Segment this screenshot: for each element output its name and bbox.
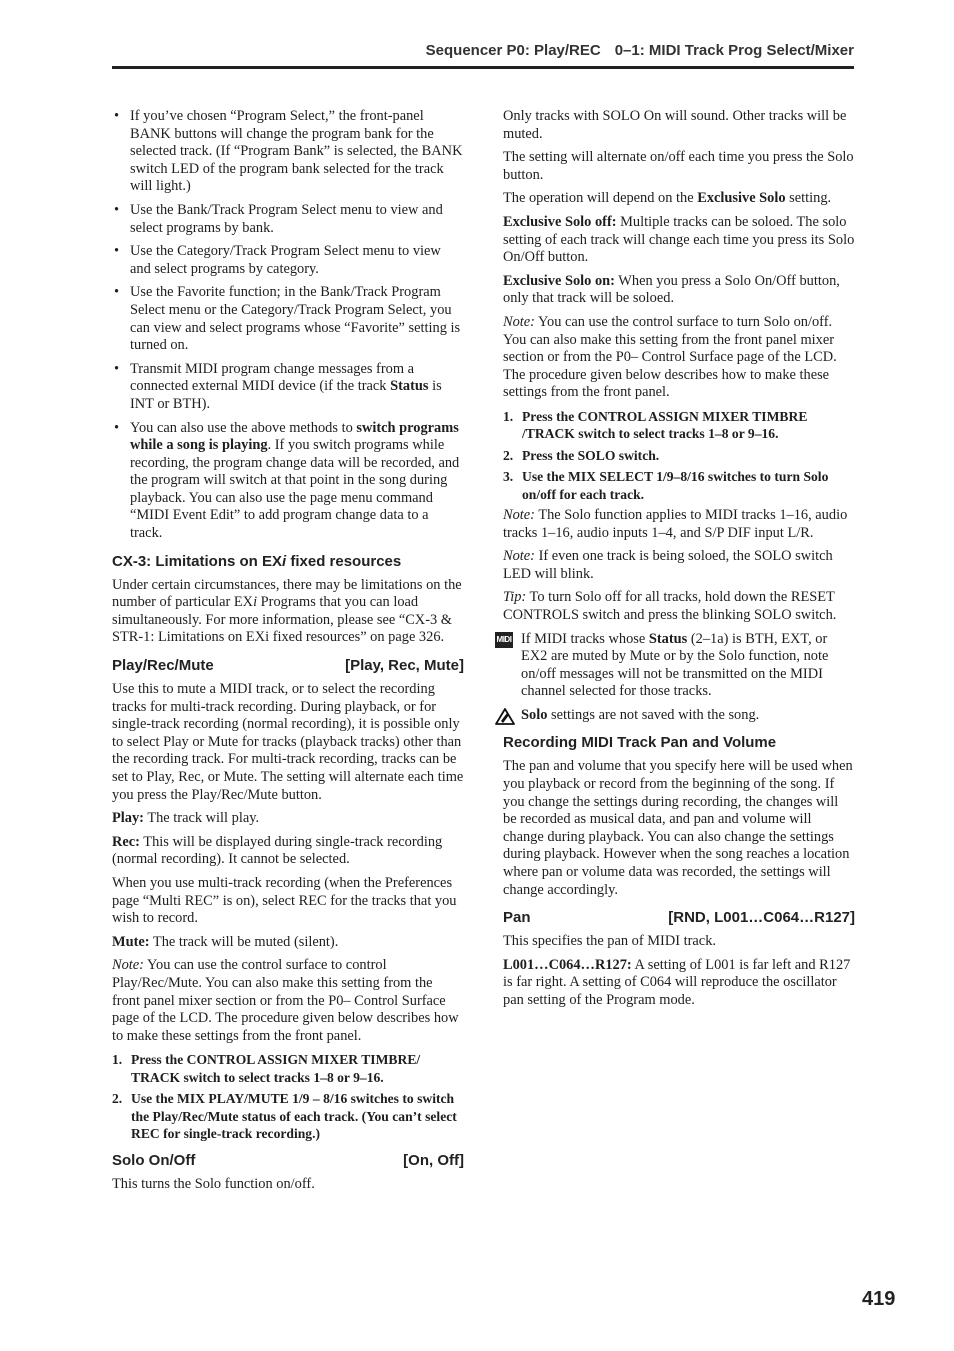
param-name: Solo On/Off: [112, 1152, 196, 1170]
text: Transmit MIDI program change messages from a connected external MIDI device (if the track: [130, 360, 415, 395]
exclusive-off-def: [503, 214, 855, 267]
step-number: 1.: [503, 408, 514, 424]
list-item: • Use the Favorite function; in the Bank/Track Program Select menu or the Category/Track Program Select, you can view and select programs whose “Favorite” setting is turned on.: [112, 284, 464, 354]
midi-notice: [496, 630, 855, 701]
text: To turn Solo off for all tracks, hold down the RESET CONTROLS switch and press the blinking SOLO switch.: [503, 589, 837, 623]
tip-label: Tip:: [503, 589, 527, 606]
text: Programs that you can load simultaneously. For more information, please see “CX-3 & STR-1: Limitations on EXi fixed resources” on page 326.: [112, 594, 452, 646]
list-item: • Use the Category/Track Program Select menu to view and select programs by category.: [112, 243, 464, 278]
param-range: [On, Off]: [403, 1152, 464, 1170]
bullet-list: [112, 108, 464, 543]
bold-text: Exclusive Solo: [697, 190, 786, 207]
warning-notice: [503, 707, 855, 725]
playrec-heading: [112, 657, 464, 675]
step-item: [112, 1090, 464, 1142]
play-def: [112, 810, 464, 828]
text: . If you switch programs while recording, the program change data will be recorded, and the program will switch at that point in the song during playback. You can also use the page menu command “MIDI Event Edit” to add program change data to a track.: [130, 437, 460, 542]
solo-p1: Only tracks with SOLO On will sound. Other tracks will be muted.: [503, 108, 847, 142]
param-name: Play/Rec/Mute: [112, 657, 214, 675]
step-item: [503, 447, 855, 464]
pan-desc: This specifies the pan of MIDI track.: [503, 933, 716, 950]
mute-def: [112, 934, 464, 952]
text: You can use the control surface to control Play/Rec/Mute. You can also make this setting from the front panel mixer section or from the P0– Control Surface page of the LCD. The procedure given below describes how to make these settings from the front panel.: [112, 957, 459, 1044]
bold-text: Solo: [521, 706, 548, 723]
right-column: [496, 108, 855, 1016]
pan-volume-heading: Recording MIDI Track Pan and Volume: [503, 734, 777, 752]
pan-heading: [503, 909, 855, 927]
note-label: Note:: [503, 548, 535, 565]
bold-text: Status: [648, 630, 688, 647]
text: Under certain circumstances, there may be limitations on the number of particular EX: [112, 576, 462, 611]
step-number: 1.: [112, 1052, 123, 1068]
step-text: Press the CONTROL ASSIGN MIXER TIMBRE /TRACK switch to select tracks 1–8 or 9–16.: [522, 408, 808, 442]
playrec-steps: [112, 1051, 464, 1142]
solo-note: [503, 314, 855, 402]
term-label: Rec:: [112, 833, 140, 850]
running-header: [112, 42, 854, 59]
step-text: Press the CONTROL ASSIGN MIXER TIMBRE/ TRACK switch to select tracks 1–8 or 9–16.: [131, 1052, 421, 1085]
bold-text: Status: [390, 378, 429, 395]
playrec-note: [112, 957, 464, 1045]
param-name: Pan: [503, 909, 531, 927]
solo-p3: [503, 190, 855, 208]
step-number: 2.: [503, 447, 514, 463]
solo-note-2: [503, 507, 855, 542]
midi-icon: MIDI: [495, 632, 513, 648]
italic-text: i: [282, 552, 287, 570]
solo-steps: [503, 408, 855, 503]
text: The operation will depend on the: [503, 190, 698, 207]
solo-heading: [112, 1152, 464, 1170]
text: The Solo function applies to MIDI tracks 1–16, audio tracks 1–16, audio inputs 1–4, and S/P DIF input L/R.: [503, 506, 848, 541]
term-label: Mute:: [112, 933, 150, 950]
text: When you press a Solo On/Off button, only that track will be soloed.: [503, 272, 840, 307]
text: The track will be muted (silent).: [149, 933, 339, 950]
step-text: Use the MIX SELECT 1/9–8/16 switches to turn Solo on/off for each track.: [522, 469, 829, 502]
term-label: L001…C064…R127:: [503, 956, 632, 973]
pan-values-def: [503, 957, 855, 1010]
list-item: [112, 361, 464, 414]
term-label: Exclusive Solo on:: [503, 272, 615, 289]
playrec-intro: Use this to mute a MIDI track, or to select the recording tracks for multi-track recording. During playback, or for single-track recording (normal recording), it is possible only to select Play or Mute for tracks (playback tracks) other than the recording track. For multi-track recording, tracks can be set to Play, Rec, or Mute. The setting will alternate each time you press the Play/Rec/Mute button.: [112, 681, 464, 803]
param-range: [RND, L001…C064…R127]: [668, 909, 855, 927]
step-item: [503, 468, 855, 503]
param-range: [Play, Rec, Mute]: [345, 657, 464, 675]
cx3-heading: [112, 553, 464, 571]
text: settings are not saved with the song.: [547, 706, 760, 723]
term-label: Play:: [112, 810, 144, 827]
cx3-body: [112, 577, 464, 647]
text: (2–1a) is BTH, EXT, or EX2 are muted by Mute or by the Solo function, note on/off messages will not be transmitted on the MIDI channel selected for those tracks.: [521, 630, 829, 700]
list-item: • If you’ve chosen “Program Select,” the front-panel BANK buttons will change the program bank for the selected track. (If “Program Bank” is selected, the BANK switch LED of the program bank selected for the track will light.): [112, 108, 464, 196]
text: The track will play.: [143, 810, 260, 827]
text: is INT or BTH).: [130, 378, 442, 412]
header-rule: [112, 66, 854, 69]
step-text: Use the MIX PLAY/MUTE 1/9 – 8/16 switches to switch the Play/Rec/Mute status of each track. (You can’t select REC for single-track recording.): [131, 1091, 457, 1141]
text: setting.: [785, 190, 832, 207]
pan-volume-body: The pan and volume that you specify here will be used when you playback or record from the beginning of the song. If you change the settings during recording, the changes will be recorded as musical data, and pan and volume will change during playback. You can also change the settings during playback. However when the song reaches a location where pan or volume data was recorded, the settings will change accordingly.: [503, 758, 853, 898]
multi-paragraph: When you use multi-track recording (when the Preferences page “Multi REC” is on), select REC for the tracks that you wish to record.: [112, 874, 457, 927]
note-label: Note:: [503, 506, 535, 523]
text: If MIDI tracks whose: [521, 630, 649, 647]
text: fixed resources: [286, 552, 402, 570]
text: This will be displayed during single-track recording (normal recording). It cannot be selected.: [112, 833, 443, 868]
solo-tip: [503, 589, 855, 624]
header-section: Sequencer P0: Play/REC: [425, 42, 601, 59]
step-item: [503, 408, 855, 443]
bold-text: switch programs while a song is playing: [130, 419, 459, 454]
text: If even one track is being soloed, the SOLO switch LED will blink.: [503, 548, 833, 582]
note-label: Note:: [503, 313, 535, 330]
header-page: 0–1: MIDI Track Prog Select/Mixer: [614, 42, 854, 59]
note-label: Note:: [112, 957, 144, 974]
step-item: [112, 1051, 464, 1086]
italic-text: i: [253, 594, 258, 611]
solo-p2: The setting will alternate on/off each time you press the Solo button.: [503, 149, 854, 183]
text: You can use the control surface to turn Solo on/off. You can also make this setting from the front panel mixer section or from the P0– Control Surface page of the LCD. The procedure given below describes how to make these settings from the front panel.: [503, 313, 837, 401]
left-column: [112, 108, 464, 1200]
solo-note-3: [503, 548, 855, 583]
step-text: Press the SOLO switch.: [522, 447, 660, 463]
text: You can also use the above methods to: [130, 419, 357, 436]
solo-intro: This turns the Solo function on/off.: [112, 1176, 315, 1193]
list-item: • Use the Bank/Track Program Select menu to view and select programs by bank.: [112, 202, 464, 237]
warning-icon: [495, 708, 515, 725]
rec-def: [112, 834, 464, 869]
term-label: Exclusive Solo off:: [503, 213, 617, 230]
text: A setting of L001 is far left and R127 is far right. A setting of C064 will reproduce the oscillator pan setting of the Program mode.: [503, 956, 851, 1008]
exclusive-on-def: [503, 273, 855, 308]
text: Multiple tracks can be soloed. The solo setting of each track will change each time you press its Solo On/Off button.: [503, 213, 855, 266]
page-number: 419: [862, 1288, 896, 1310]
text: CX-3: Limitations on EX: [112, 552, 283, 570]
list-item: [112, 420, 464, 543]
step-number: 3.: [503, 469, 514, 485]
step-number: 2.: [112, 1091, 123, 1107]
